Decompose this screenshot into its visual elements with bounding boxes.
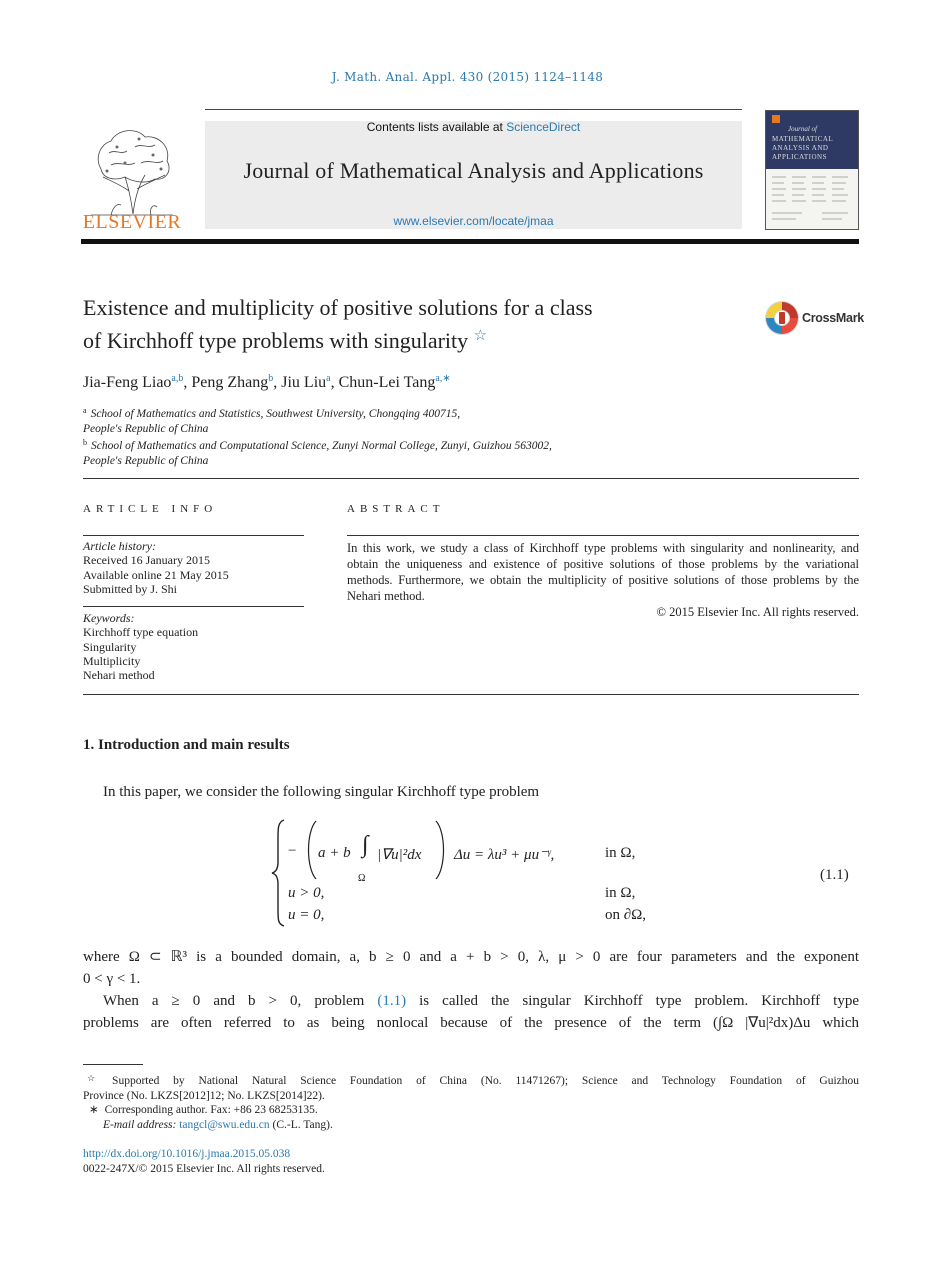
abstract-text: In this work, we study a class of Kirchhoff type problems with singularity and nonlinearity, and obtain the uniqueness and existence of positive solutions of those problems by the variational methods. Furthermore, we obtain the multiplicity of positive solutions of those problems by the Nehari method. bbox=[347, 541, 859, 603]
corresponding-mark: ∗ bbox=[89, 1104, 99, 1116]
email-suffix: (C.-L. Tang). bbox=[272, 1118, 333, 1131]
body-paragraph bbox=[83, 946, 859, 990]
title-footnote-star[interactable]: ☆ bbox=[473, 328, 488, 344]
eq-domain: in Ω, bbox=[605, 885, 636, 901]
cover-contents-graphic bbox=[772, 173, 852, 225]
footnote-rule bbox=[83, 1064, 143, 1065]
equation-ref-link[interactable]: (1.1) bbox=[377, 993, 407, 1009]
affiliation-mark: a bbox=[83, 406, 87, 415]
journal-url-link[interactable]: www.elsevier.com/locate/jmaa bbox=[393, 214, 554, 228]
keyword: Multiplicity bbox=[83, 653, 141, 668]
sciencedirect-link[interactable]: ScienceDirect bbox=[506, 120, 581, 134]
abstract-copyright: © 2015 Elsevier Inc. All rights reserved. bbox=[656, 605, 859, 619]
affiliations bbox=[83, 404, 552, 468]
equation-number: (1.1) bbox=[820, 867, 849, 883]
history-item: Available online 21 May 2015 bbox=[83, 567, 229, 582]
affiliation-text: People's Republic of China bbox=[83, 454, 209, 467]
history-item: Received 16 January 2015 bbox=[83, 553, 210, 568]
equation-1-1 bbox=[270, 818, 690, 930]
article-title bbox=[83, 293, 723, 355]
article-title-line: Existence and multiplicity of positive solutions for a class bbox=[83, 295, 593, 320]
minus-sign: − bbox=[288, 843, 297, 859]
history-label: Article history: bbox=[83, 539, 156, 553]
issn-line: 0022-247X/© 2015 Elsevier Inc. All rights reserved. bbox=[83, 1162, 325, 1175]
eq-operator: Δu = λu³ + μu⁻ᵞ, bbox=[454, 847, 555, 863]
body-text: When a ≥ 0 and b > 0, problem bbox=[103, 993, 378, 1009]
divider bbox=[83, 694, 859, 695]
body-paragraph bbox=[83, 990, 859, 1034]
author-affiliation-mark[interactable]: a,b bbox=[171, 373, 184, 384]
integral-domain: Ω bbox=[358, 873, 366, 884]
author-name[interactable]: Chun-Lei Tang bbox=[338, 374, 436, 391]
article-history bbox=[83, 539, 229, 596]
doi-block bbox=[83, 1147, 325, 1176]
contents-prefix: Contents lists available at bbox=[366, 120, 503, 134]
abstract-heading: ABSTRACT bbox=[347, 503, 445, 515]
right-paren-icon bbox=[434, 820, 448, 880]
article-info-heading: ARTICLE INFO bbox=[83, 503, 218, 515]
author-affiliation-mark[interactable]: b bbox=[268, 373, 274, 384]
funding-note: Province (No. LKZS[2012]12; No. LKZS[2014]22). bbox=[83, 1089, 325, 1102]
footnotes bbox=[83, 1071, 859, 1132]
affiliation-text: School of Mathematics and Statistics, Southwest University, Chongqing 400715, bbox=[90, 408, 461, 420]
cover-title-line: Journal of bbox=[788, 125, 817, 133]
header-bottom-rule bbox=[81, 239, 859, 244]
eq-domain: on ∂Ω, bbox=[605, 907, 647, 923]
divider bbox=[83, 606, 304, 607]
section-heading: 1. Introduction and main results bbox=[83, 737, 290, 753]
corresponding-note: Corresponding author. Fax: +86 23 68253135. bbox=[104, 1104, 318, 1116]
divider bbox=[347, 535, 859, 536]
author-name[interactable]: Jiu Liu bbox=[281, 374, 327, 391]
funding-note: Supported by National Natural Science Foundation of China (No. 11471267); Science and Technology Foundation of Guizhou bbox=[112, 1075, 859, 1087]
eq-row: u = 0, bbox=[288, 907, 325, 923]
cover-title-line: APPLICATIONS bbox=[772, 153, 828, 161]
cover-title-block bbox=[766, 111, 858, 169]
footnote-star-mark: ☆ bbox=[87, 1073, 107, 1083]
body-line bbox=[83, 990, 859, 1012]
divider bbox=[83, 478, 859, 479]
header-top-rule bbox=[205, 109, 742, 110]
eq-integrand: |∇u|²dx bbox=[377, 847, 422, 863]
eq-domain: in Ω, bbox=[605, 845, 636, 861]
author-affiliation-mark[interactable]: a,∗ bbox=[435, 373, 451, 384]
elsevier-wordmark: ELSEVIER bbox=[82, 211, 182, 233]
left-paren-icon bbox=[304, 820, 318, 880]
cover-title-line: ANALYSIS AND bbox=[772, 144, 829, 152]
integral-sign: ∫ bbox=[362, 832, 369, 858]
cover-logo-icon bbox=[772, 115, 780, 123]
author-name[interactable]: Jia-Feng Liao bbox=[83, 374, 172, 391]
doi-link[interactable]: http://dx.doi.org/10.1016/j.jmaa.2015.05.038 bbox=[83, 1148, 291, 1160]
email-link[interactable]: tangcl@swu.edu.cn bbox=[179, 1118, 270, 1131]
body-line: 0 < γ < 1. bbox=[83, 971, 141, 987]
intro-paragraph: In this paper, we consider the following singular Kirchhoff type problem bbox=[103, 784, 540, 800]
affiliation-text: People's Republic of China bbox=[83, 422, 209, 435]
body-line: problems are often referred to as being nonlocal because of the presence of the term (∫Ω |∇u|²dx)Δu which bbox=[83, 1015, 859, 1031]
body-line: where Ω ⊂ ℝ³ is a bounded domain, a, b ≥ 0 and a + b > 0, λ, μ > 0 are four parameters and the exponent bbox=[83, 949, 859, 965]
affiliation-mark: b bbox=[83, 438, 87, 447]
keywords-label: Keywords: bbox=[83, 611, 135, 625]
affiliation-text: School of Mathematics and Computational Science, Zunyi Normal College, Zunyi, Guizhou 563002, bbox=[91, 440, 552, 452]
journal-reference[interactable]: J. Math. Anal. Appl. 430 (2015) 1124–1148 bbox=[331, 70, 604, 84]
abstract-body bbox=[347, 540, 859, 620]
crossmark-label: CrossMark bbox=[802, 311, 864, 325]
keywords bbox=[83, 611, 198, 682]
keyword: Kirchhoff type equation bbox=[83, 625, 199, 640]
contents-line bbox=[205, 120, 742, 134]
author-list: Jia-Feng Liao$^{a,b}$, Peng Zhang$^b$, Jiu Liu$^a$, Chun-Lei Tang$^{a,∗}$ bbox=[83, 373, 451, 391]
crossmark-badge[interactable] bbox=[764, 300, 864, 338]
keyword: Nehari method bbox=[83, 668, 155, 683]
eq-lhs: a + b bbox=[318, 845, 351, 861]
crossmark-icon bbox=[764, 300, 800, 336]
journal-title: Journal of Mathematical Analysis and Applications bbox=[243, 158, 704, 183]
left-brace-icon bbox=[270, 818, 290, 928]
history-item: Submitted by J. Shi bbox=[83, 581, 178, 596]
eq-row: u > 0, bbox=[288, 885, 325, 901]
divider bbox=[83, 535, 304, 536]
author-name[interactable]: Peng Zhang bbox=[191, 374, 269, 391]
email-label: E-mail address: bbox=[103, 1118, 177, 1131]
elsevier-logo[interactable] bbox=[81, 119, 183, 234]
cover-title-line: MATHEMATICAL bbox=[772, 135, 834, 143]
body-text: is called the singular Kirchhoff type problem. Kirchhoff type bbox=[406, 993, 859, 1009]
article-title-line: of Kirchhoff type problems with singularity bbox=[83, 328, 469, 353]
author-affiliation-mark[interactable]: a bbox=[326, 373, 331, 384]
journal-cover-thumbnail[interactable] bbox=[765, 110, 859, 230]
keyword: Singularity bbox=[83, 639, 137, 654]
